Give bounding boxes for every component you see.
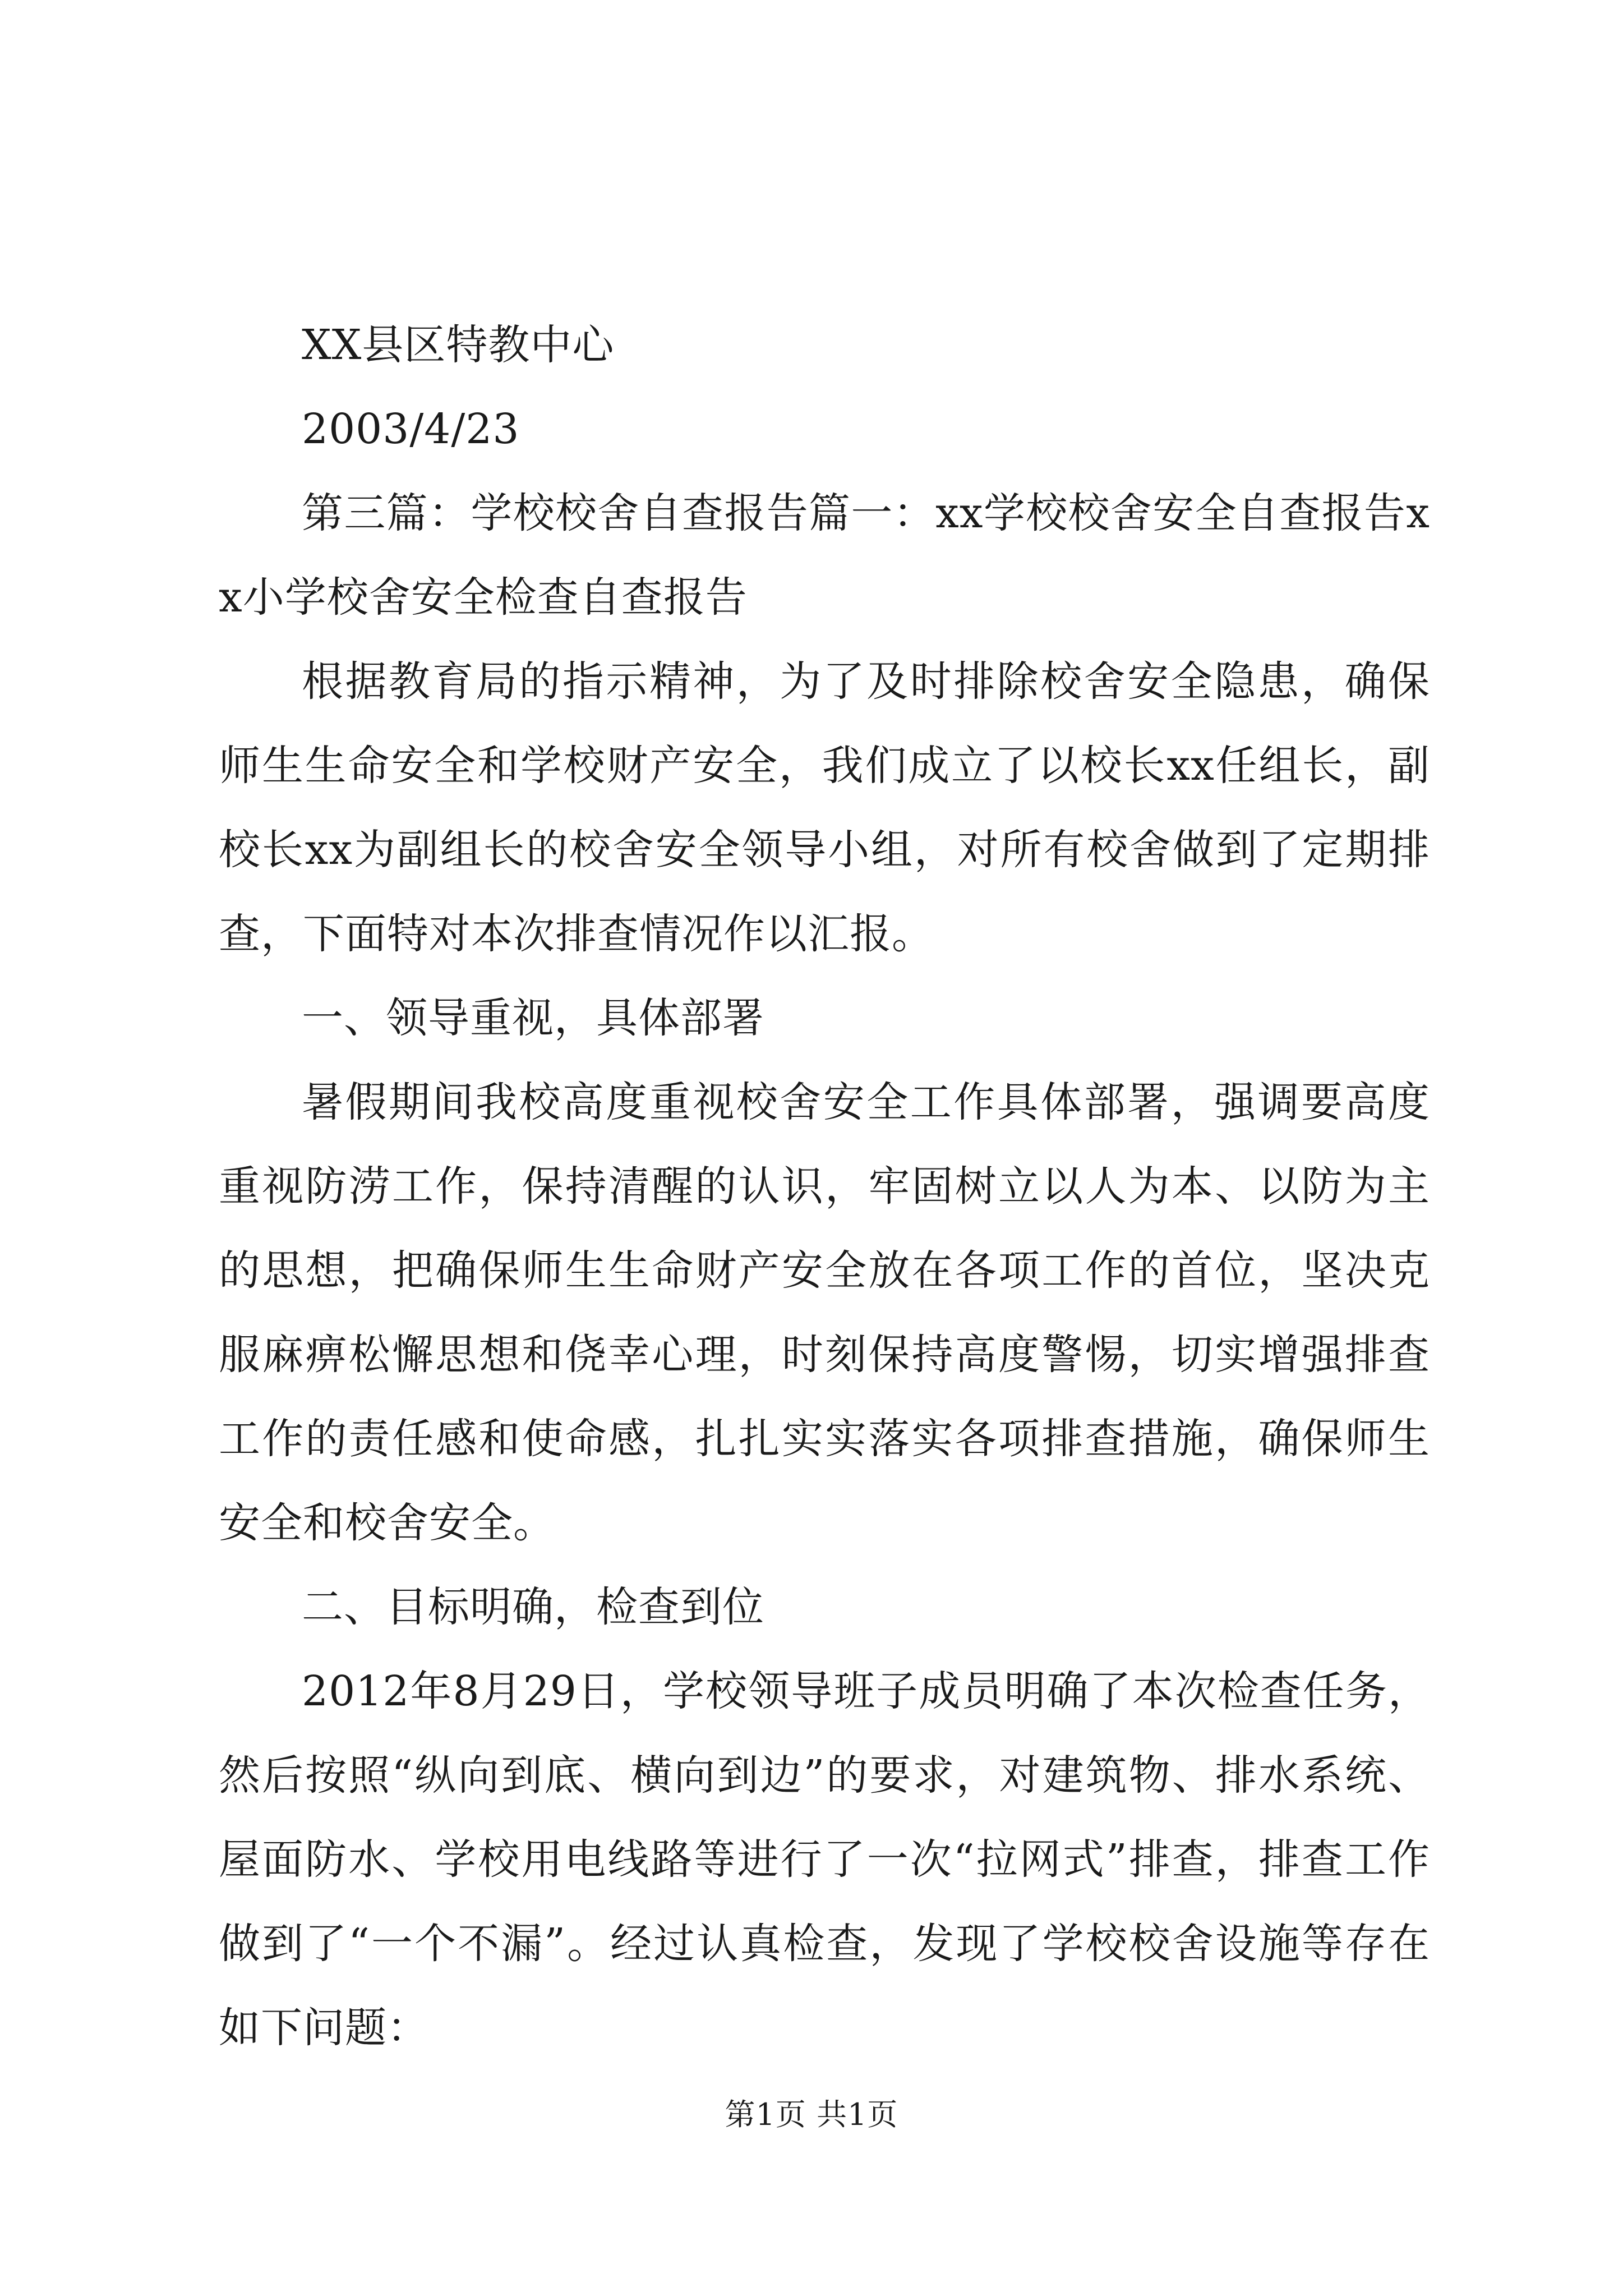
section-heading: 第三篇：学校校舍自查报告篇一：xx学校校舍安全自查报告xx小学校舍安全检查自查报告 — [219, 489, 1430, 622]
subheading-one: 一、领导重视，具体部署 — [302, 994, 764, 1042]
date-line: 2003/4/23 — [302, 405, 520, 453]
subheading-two: 二、目标明确，检查到位 — [302, 1583, 764, 1631]
org-name: XX县区特教中心 — [302, 321, 615, 369]
body-paragraph-one: 暑假期间我校高度重视校舍安全工作具体部署，强调要高度重视防涝工作，保持清醒的认识，牢固树立以人为本、以防为主的思想，把确保师生生命财产安全放在各项工作的首位，坚决克服麻痹松懈思想和侥幸心理，时刻保持高度警惕，切实增强排查工作的责任感和使命感，扎扎实实落实各项排查措施，确保师生安全和校舍安全。 — [219, 1078, 1430, 1547]
intro-paragraph: 根据教育局的指示精神，为了及时排除校舍安全隐患，确保师生生命安全和学校财产安全，我们成立了以校长xx任组长，副校长xx为副组长的校舍安全领导小组，对所有校舍做到了定期排查，下面特对本次排查情况作以汇报。 — [219, 657, 1430, 958]
page-footer: 第1页 共1页 — [725, 2097, 898, 2132]
document-body — [219, 303, 1430, 2070]
body-paragraph-two: 2012年8月29日，学校领导班子成员明确了本次检查任务，然后按照“纵向到底、横向到边”的要求，对建筑物、排水系统、屋面防水、学校用电线路等进行了一次“拉网式”排查，排查工作做到了“一个不漏”。经过认真检查，发现了学校校舍设施等存在如下问题： — [219, 1667, 1430, 2052]
